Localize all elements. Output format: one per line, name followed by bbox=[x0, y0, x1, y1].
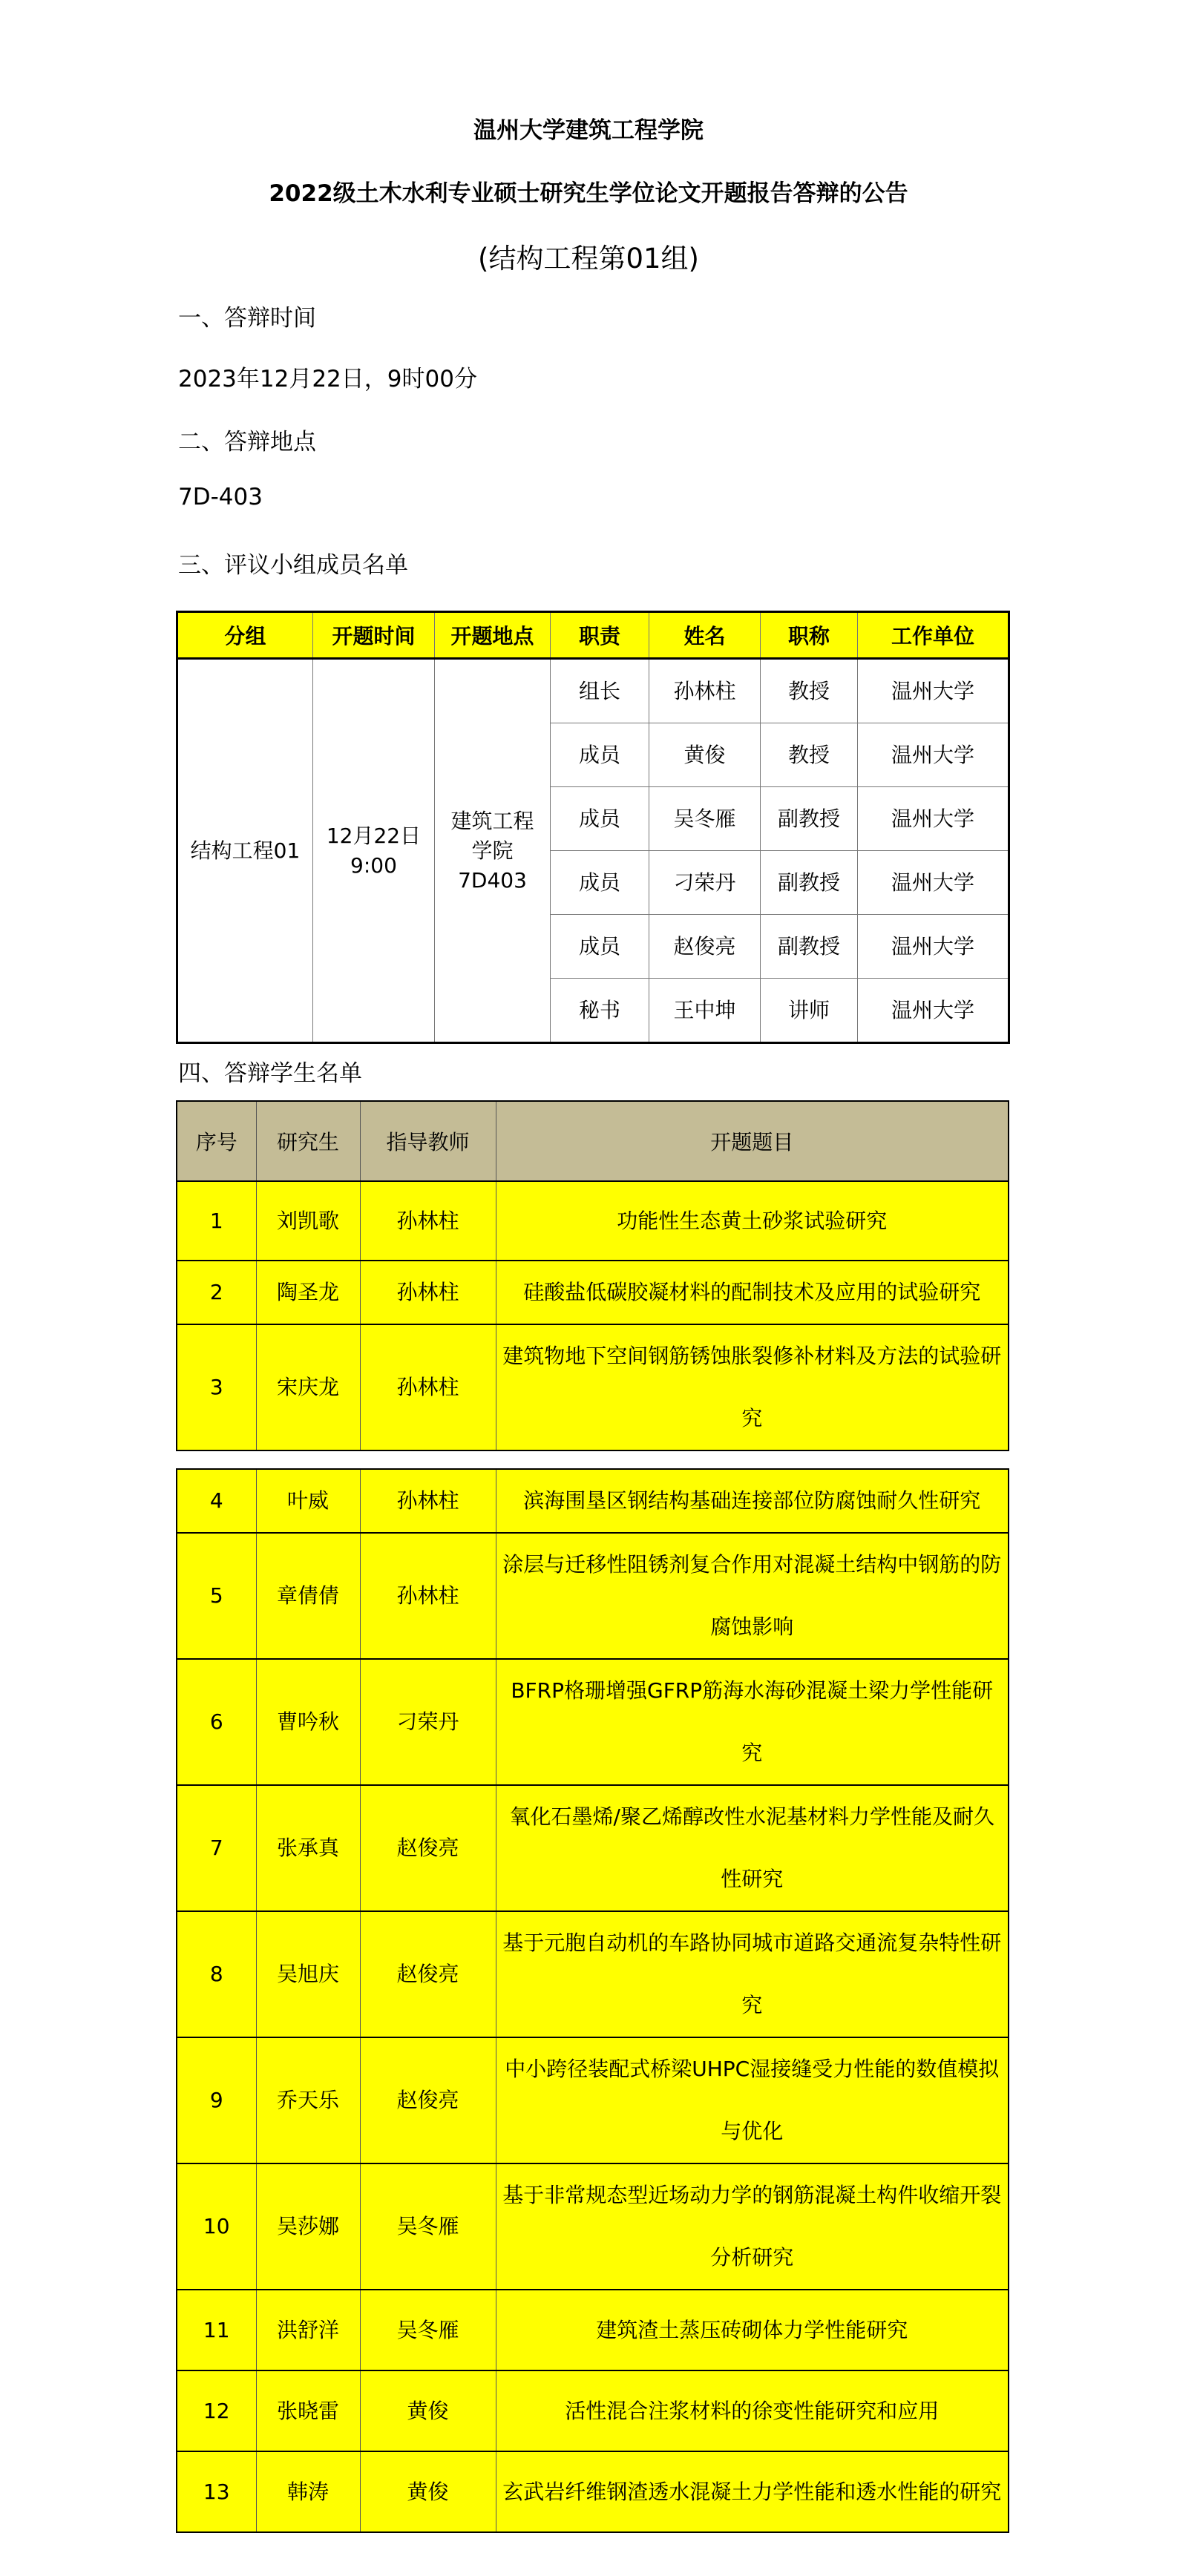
student-advisor: 孙林柱 bbox=[360, 1261, 496, 1324]
student-name: 曹吟秋 bbox=[256, 1659, 360, 1785]
student-topic: 基于元胞自动机的车路协同城市道路交通流复杂特性研究 bbox=[496, 1911, 1009, 2037]
student-advisor: 孙林柱 bbox=[360, 1469, 496, 1533]
member-role: 成员 bbox=[551, 723, 649, 787]
student-row bbox=[177, 1659, 1009, 1785]
place-heading: 二、答辩地点 bbox=[178, 429, 316, 456]
member-title: 教授 bbox=[761, 723, 858, 787]
student-row bbox=[177, 1181, 1009, 1261]
column-header-no: 序号 bbox=[177, 1101, 256, 1181]
member-name: 赵俊亮 bbox=[649, 915, 761, 979]
student-row bbox=[177, 1785, 1009, 1911]
student-row bbox=[177, 1261, 1009, 1324]
student-name: 张晓雷 bbox=[256, 2370, 360, 2451]
committee-table bbox=[176, 611, 1010, 1044]
column-header-advisor: 指导教师 bbox=[360, 1101, 496, 1181]
student-advisor: 赵俊亮 bbox=[360, 1911, 496, 2037]
member-unit: 温州大学 bbox=[858, 979, 1009, 1043]
student-name: 吴莎娜 bbox=[256, 2163, 360, 2290]
member-title: 副教授 bbox=[761, 915, 858, 979]
committee-row bbox=[177, 659, 1009, 723]
student-advisor: 吴冬雁 bbox=[360, 2290, 496, 2370]
time-heading: 一、答辩时间 bbox=[178, 305, 316, 332]
student-no: 10 bbox=[177, 2163, 256, 2290]
student-no: 5 bbox=[177, 1533, 256, 1659]
member-role: 成员 bbox=[551, 851, 649, 915]
student-row bbox=[177, 1911, 1009, 2037]
student-advisor: 孙林柱 bbox=[360, 1533, 496, 1659]
student-no: 7 bbox=[177, 1785, 256, 1911]
member-role: 成员 bbox=[551, 787, 649, 851]
member-title: 教授 bbox=[761, 659, 858, 723]
student-no: 11 bbox=[177, 2290, 256, 2370]
student-topic: 玄武岩纤维钢渣透水混凝土力学性能和透水性能的研究 bbox=[496, 2451, 1009, 2532]
member-unit: 温州大学 bbox=[858, 851, 1009, 915]
student-topic: 功能性生态黄土砂浆试验研究 bbox=[496, 1181, 1009, 1261]
student-row bbox=[177, 2451, 1009, 2532]
students-heading: 四、答辩学生名单 bbox=[178, 1060, 362, 1087]
student-row bbox=[177, 2163, 1009, 2290]
student-name: 刘凯歌 bbox=[256, 1181, 360, 1261]
student-topic: 建筑物地下空间钢筋锈蚀胀裂修补材料及方法的试验研究 bbox=[496, 1324, 1009, 1450]
student-advisor: 黄俊 bbox=[360, 2370, 496, 2451]
member-name: 吴冬雁 bbox=[649, 787, 761, 851]
student-topic: 建筑渣土蒸压砖砌体力学性能研究 bbox=[496, 2290, 1009, 2370]
student-no: 8 bbox=[177, 1911, 256, 2037]
student-advisor: 赵俊亮 bbox=[360, 1785, 496, 1911]
member-title: 副教授 bbox=[761, 787, 858, 851]
document-subtitle: 2022级土木水利专业硕士研究生学位论文开题报告答辩的公告 bbox=[269, 180, 908, 207]
students-table-continued bbox=[176, 1468, 1009, 2533]
student-no: 2 bbox=[177, 1261, 256, 1324]
student-name: 洪舒洋 bbox=[256, 2290, 360, 2370]
committee-group: 结构工程01 bbox=[177, 659, 313, 1043]
member-unit: 温州大学 bbox=[858, 723, 1009, 787]
student-name: 韩涛 bbox=[256, 2451, 360, 2532]
member-unit: 温州大学 bbox=[858, 787, 1009, 851]
member-unit: 温州大学 bbox=[858, 659, 1009, 723]
student-topic: 氧化石墨烯/聚乙烯醇改性水泥基材料力学性能及耐久性研究 bbox=[496, 1785, 1009, 1911]
student-topic: BFRP格珊增强GFRP筋海水海砂混凝土梁力学性能研究 bbox=[496, 1659, 1009, 1785]
student-name: 叶威 bbox=[256, 1469, 360, 1533]
student-advisor: 赵俊亮 bbox=[360, 2037, 496, 2163]
student-name: 乔天乐 bbox=[256, 2037, 360, 2163]
student-row bbox=[177, 2290, 1009, 2370]
students-table bbox=[176, 1100, 1009, 1451]
student-topic: 基于非常规态型近场动力学的钢筋混凝土构件收缩开裂分析研究 bbox=[496, 2163, 1009, 2290]
student-name: 宋庆龙 bbox=[256, 1324, 360, 1450]
column-header-unit: 工作单位 bbox=[858, 612, 1009, 659]
member-role: 组长 bbox=[551, 659, 649, 723]
students-header-row bbox=[177, 1101, 1009, 1181]
committee-header-row bbox=[177, 612, 1009, 659]
student-no: 13 bbox=[177, 2451, 256, 2532]
student-row bbox=[177, 1324, 1009, 1450]
member-title: 副教授 bbox=[761, 851, 858, 915]
student-row bbox=[177, 2370, 1009, 2451]
student-advisor: 孙林柱 bbox=[360, 1324, 496, 1450]
student-no: 6 bbox=[177, 1659, 256, 1785]
student-row bbox=[177, 2037, 1009, 2163]
group-label: (结构工程第01组) bbox=[478, 243, 699, 275]
student-advisor: 黄俊 bbox=[360, 2451, 496, 2532]
column-header-group: 分组 bbox=[177, 612, 313, 659]
student-topic: 硅酸盐低碳胶凝材料的配制技术及应用的试验研究 bbox=[496, 1261, 1009, 1324]
member-name: 孙林柱 bbox=[649, 659, 761, 723]
committee-place: 建筑工程学院 7D403 bbox=[435, 659, 551, 1043]
column-header-role: 职责 bbox=[551, 612, 649, 659]
member-role: 成员 bbox=[551, 915, 649, 979]
member-unit: 温州大学 bbox=[858, 915, 1009, 979]
committee-heading: 三、评议小组成员名单 bbox=[178, 552, 408, 579]
member-role: 秘书 bbox=[551, 979, 649, 1043]
document-title: 温州大学建筑工程学院 bbox=[473, 117, 704, 144]
student-no: 3 bbox=[177, 1324, 256, 1450]
student-topic: 涂层与迁移性阻锈剂复合作用对混凝土结构中钢筋的防腐蚀影响 bbox=[496, 1533, 1009, 1659]
member-name: 王中坤 bbox=[649, 979, 761, 1043]
member-title: 讲师 bbox=[761, 979, 858, 1043]
student-no: 1 bbox=[177, 1181, 256, 1261]
member-name: 黄俊 bbox=[649, 723, 761, 787]
column-header-topic: 开题题目 bbox=[496, 1101, 1009, 1181]
student-row bbox=[177, 1533, 1009, 1659]
student-topic: 滨海围垦区钢结构基础连接部位防腐蚀耐久性研究 bbox=[496, 1469, 1009, 1533]
student-row bbox=[177, 1469, 1009, 1533]
student-name: 陶圣龙 bbox=[256, 1261, 360, 1324]
student-topic: 活性混合注浆材料的徐变性能研究和应用 bbox=[496, 2370, 1009, 2451]
student-advisor: 吴冬雁 bbox=[360, 2163, 496, 2290]
member-name: 刁荣丹 bbox=[649, 851, 761, 915]
column-header-name: 研究生 bbox=[256, 1101, 360, 1181]
column-header-name: 姓名 bbox=[649, 612, 761, 659]
student-no: 4 bbox=[177, 1469, 256, 1533]
student-no: 12 bbox=[177, 2370, 256, 2451]
time-value: 2023年12月22日，9时00分 bbox=[178, 366, 477, 392]
student-advisor: 孙林柱 bbox=[360, 1181, 496, 1261]
column-header-place: 开题地点 bbox=[435, 612, 551, 659]
student-no: 9 bbox=[177, 2037, 256, 2163]
student-topic: 中小跨径装配式桥梁UHPC湿接缝受力性能的数值模拟与优化 bbox=[496, 2037, 1009, 2163]
student-name: 张承真 bbox=[256, 1785, 360, 1911]
student-name: 章倩倩 bbox=[256, 1533, 360, 1659]
student-name: 吴旭庆 bbox=[256, 1911, 360, 2037]
column-header-time: 开题时间 bbox=[313, 612, 435, 659]
committee-time: 12月22日 9:00 bbox=[313, 659, 435, 1043]
column-header-title: 职称 bbox=[761, 612, 858, 659]
student-advisor: 刁荣丹 bbox=[360, 1659, 496, 1785]
place-value: 7D-403 bbox=[178, 484, 263, 510]
